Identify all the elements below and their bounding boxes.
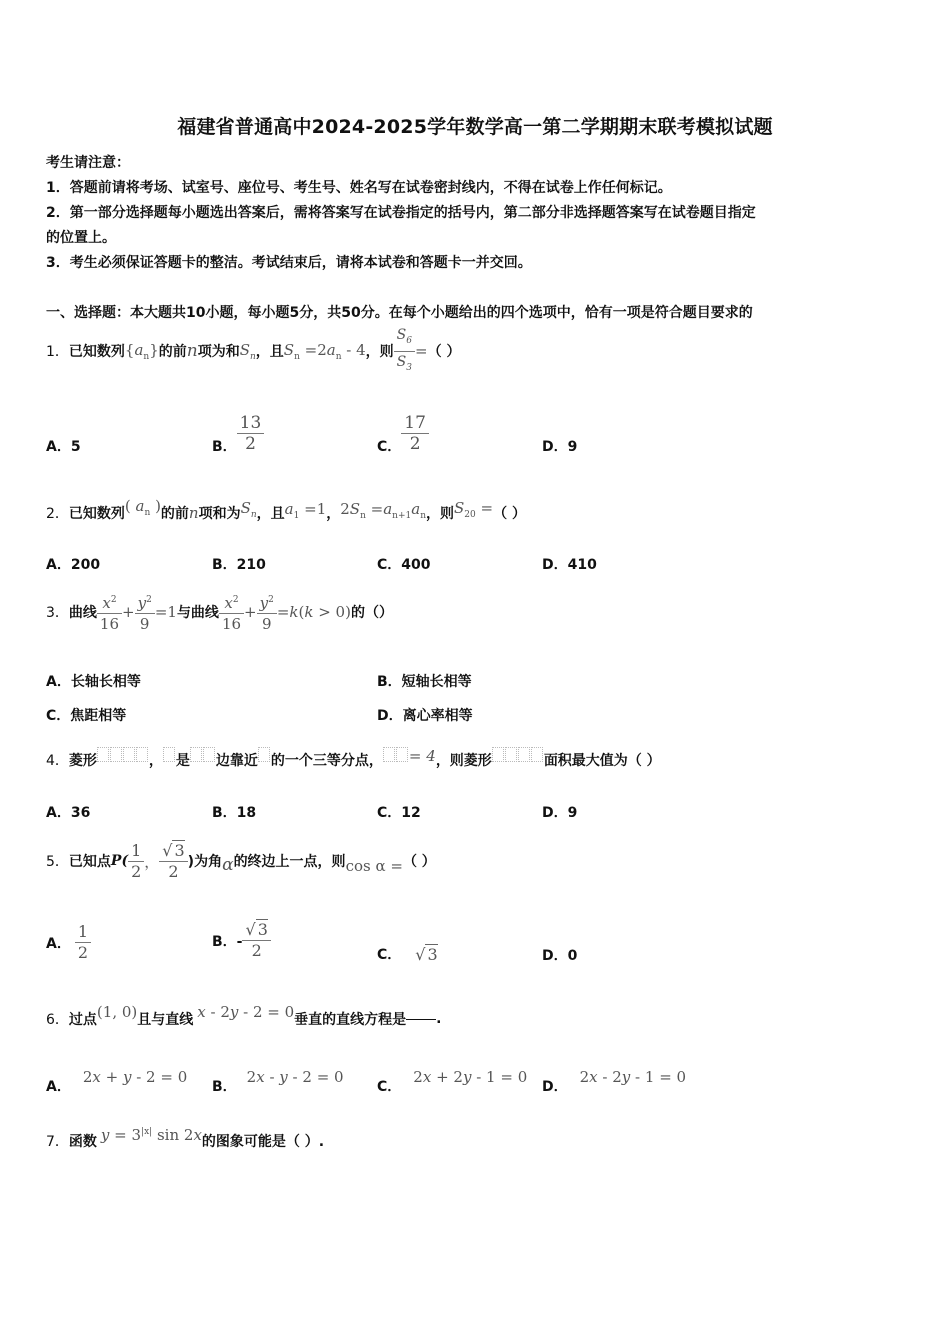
math-expr: +: [122, 603, 135, 621]
option-c[interactable]: [377, 944, 438, 964]
option-a[interactable]: [46, 1060, 187, 1096]
math-expr: 2x - 2y - 1 = 0: [579, 1068, 687, 1086]
option-c[interactable]: [377, 1060, 527, 1096]
missing-formula-placeholder: [258, 747, 271, 765]
question-text: .: [436, 1011, 442, 1027]
fraction: $\frac{S_6}{S_3}$: [394, 325, 415, 378]
question-number: 3．: [46, 605, 69, 621]
notice-heading: 考生请注意：: [46, 155, 130, 171]
option-b[interactable]: [212, 920, 271, 961]
math-expr: $S_n$: [239, 340, 256, 362]
fraction: $\frac{1}{2}$: [75, 922, 91, 963]
math-expr: n: [188, 504, 199, 522]
math-expr: 2x + 2y - 1 = 0: [413, 1068, 528, 1086]
math-expr: cos α =: [345, 857, 403, 875]
option-a[interactable]: A．36: [46, 805, 91, 821]
math-expr: (1, 0): [96, 1003, 138, 1021]
math-expr: √ 3: [415, 944, 438, 964]
option-a[interactable]: A．5: [46, 439, 81, 455]
math-expr: 2x - y - 2 = 0: [246, 1068, 344, 1086]
option-b[interactable]: B．短轴长相等: [377, 674, 472, 690]
question-text: 面积最大值为（ ）: [543, 753, 661, 769]
fraction: $\frac{y^2}{9}$: [257, 590, 277, 634]
math-expr: = 4: [408, 747, 436, 765]
question-number: 7．: [46, 1134, 69, 1150]
question-number: 1．: [46, 344, 69, 360]
question-text: 的终边上一点，则: [233, 854, 346, 870]
question-text: 项为和: [197, 344, 240, 360]
option-c[interactable]: [377, 410, 429, 456]
option-a[interactable]: A．长轴长相等: [46, 674, 141, 690]
question-text: 与曲线: [176, 605, 219, 621]
notice-item-2-cont: 的位置上。: [46, 230, 116, 246]
math-expr: $a_1 =1$: [284, 499, 327, 521]
option-label: A．: [46, 1079, 71, 1095]
question-2: [46, 495, 526, 531]
question-6: [46, 1002, 441, 1036]
notice-item-2: 2．第一部分选择题每小题选出答案后，需将答案写在试卷指定的括号内，第二部分非选择题答案写在试卷题目指定: [46, 205, 756, 221]
question-text: ，且: [255, 344, 284, 360]
option-label: B．: [212, 1079, 237, 1095]
question-text: 的（）: [350, 605, 393, 621]
option-c[interactable]: C．焦距相等: [46, 708, 127, 724]
question-number: 5．: [46, 854, 69, 870]
option-d[interactable]: D．0: [542, 948, 578, 964]
question-text: ，: [148, 753, 163, 769]
question-text: 菱形: [68, 753, 97, 769]
section-heading: 一、选择题：本大题共10小题，每小题5分，共50分。在每个小题给出的四个选项中，恰有一项是符合题目要求的: [46, 305, 753, 321]
math-expr: $2S_n =a_{n+1}a_n$: [340, 499, 426, 521]
option-label: C．: [377, 1079, 402, 1095]
option-b[interactable]: [212, 410, 264, 456]
option-label: D．: [542, 1079, 568, 1095]
math-expr: =k(k > 0): [276, 603, 351, 621]
question-text: ，: [326, 506, 341, 522]
question-text: 的前: [158, 344, 187, 360]
option-d[interactable]: D．410: [542, 557, 597, 573]
option-label: A．: [46, 935, 71, 952]
math-expr: $S_n =2a_n - 4$: [283, 340, 366, 362]
missing-formula-placeholder: [163, 747, 176, 765]
question-text: 的前: [160, 506, 189, 522]
missing-formula-placeholder: [97, 747, 149, 765]
question-3: [46, 590, 393, 634]
math-expr: =1: [154, 603, 177, 621]
missing-formula-placeholder: [383, 747, 409, 765]
fraction: $\frac{1}{2}$: [128, 841, 144, 882]
option-a[interactable]: [46, 922, 91, 963]
question-text: 曲线: [68, 605, 97, 621]
fraction: $\frac{13}{2}$: [237, 413, 265, 454]
math-expr: ( $a_n$ ): [124, 496, 161, 518]
missing-formula-placeholder: [190, 747, 216, 765]
question-text: 已知数列: [68, 506, 125, 522]
question-1: [46, 328, 460, 374]
question-number: 2．: [46, 506, 69, 522]
option-a[interactable]: A．200: [46, 557, 101, 573]
question-text: ，则: [365, 344, 394, 360]
question-text: 的一个三等分点，: [270, 753, 383, 769]
math-expr: x - 2y - 2 = 0: [197, 1003, 295, 1021]
question-text: ，则菱形: [435, 753, 492, 769]
fraction: $\frac{x^2}{16}$: [219, 590, 244, 634]
option-label: C．: [377, 439, 402, 455]
fraction: $\frac{17}{2}$: [401, 413, 429, 454]
question-5: [46, 838, 436, 884]
question-text: 函数: [68, 1134, 97, 1150]
option-d[interactable]: D．离心率相等: [377, 708, 473, 724]
option-d[interactable]: D．9: [542, 805, 578, 821]
option-b[interactable]: B．210: [212, 557, 266, 573]
option-d[interactable]: [542, 1060, 686, 1096]
math-expr: ，: [144, 852, 160, 871]
fraction: $\frac{x^2}{16}$: [97, 590, 122, 634]
notice-item-1: 1．答题前请将考场、试室号、座位号、考生号、姓名写在试卷密封线内，不得在试卷上作任何标记。: [46, 180, 672, 196]
math-expr: $\{a_n\}$: [124, 340, 159, 362]
math-expr: =: [415, 342, 428, 360]
question-text: 已知数列: [68, 344, 125, 360]
question-text: 边靠近: [215, 753, 258, 769]
option-c[interactable]: C．400: [377, 557, 431, 573]
math-expr: P(: [110, 853, 129, 869]
question-text: 垂直的直线方程是: [294, 1012, 407, 1028]
question-text: 的图象可能是（ ）.: [201, 1134, 325, 1150]
question-number: 4．: [46, 753, 69, 769]
fraction: $\frac{√ 3}{2}$: [242, 920, 270, 961]
question-text: 是: [175, 753, 190, 769]
question-text: )为角: [187, 854, 223, 870]
question-text: 过点: [68, 1012, 97, 1028]
page-title: 福建省普通高中2024-2025学年数学高一第二学期期末联考模拟试题: [177, 116, 773, 138]
math-expr: $S_n$: [240, 498, 257, 520]
question-4: [46, 745, 661, 775]
math-expr: n: [186, 341, 198, 361]
option-label: B．-: [212, 933, 243, 950]
math-expr: 2x + y - 2 = 0: [82, 1068, 188, 1086]
question-text: （ ）: [427, 344, 461, 360]
option-label: B．: [212, 439, 237, 455]
question-text: （ ）: [493, 506, 526, 522]
question-text: 已知点: [68, 854, 111, 870]
missing-formula-placeholder: [492, 747, 544, 765]
question-text: ，则: [426, 506, 454, 522]
math-expr: $S_{20}$ =: [454, 498, 494, 520]
question-text: 项和为: [198, 506, 241, 522]
option-label: C．: [377, 947, 402, 963]
math-expr: +: [244, 603, 257, 621]
fraction: $\frac{√ 3}{2}$: [159, 841, 187, 882]
question-text: ，且: [256, 506, 285, 522]
option-d[interactable]: D．9: [542, 439, 578, 455]
option-b[interactable]: B．18: [212, 805, 257, 821]
math-expr: α: [222, 855, 234, 875]
option-c[interactable]: C．12: [377, 805, 421, 821]
question-7: [46, 1124, 324, 1158]
question-text: 且与直线: [137, 1012, 194, 1028]
question-number: 6．: [46, 1012, 69, 1028]
notice-item-3: 3．考生必须保证答题卡的整洁。考试结束后，请将本试卷和答题卡一并交回。: [46, 255, 532, 271]
math-expr: $y = 3^{|x|}$ sin 2x: [100, 1126, 202, 1144]
question-text: （ ）: [402, 854, 436, 870]
option-b[interactable]: [212, 1060, 344, 1096]
answer-blank[interactable]: [406, 1019, 436, 1020]
fraction: $\frac{y^2}{9}$: [135, 590, 155, 634]
